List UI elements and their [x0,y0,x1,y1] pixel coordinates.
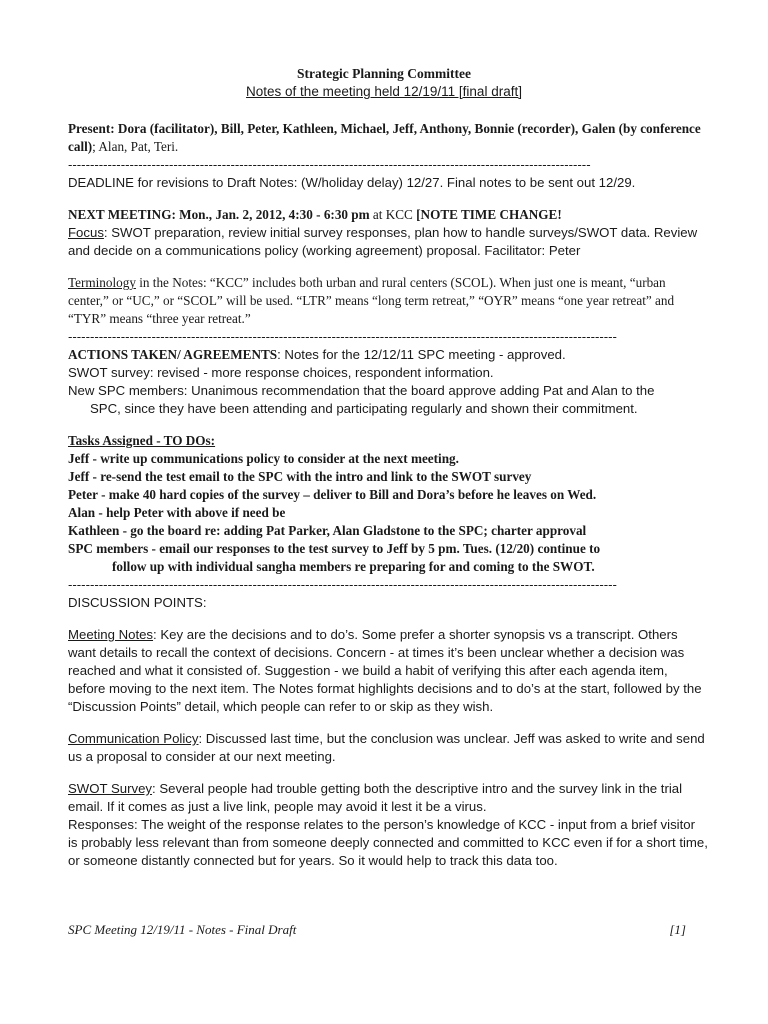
divider: ----------------------------------------------------------------------------------------------------------------------- [68,157,591,172]
document-subtitle: Notes of the meeting held 12/19/11 [final draft] [246,84,522,99]
swot-survey-label: SWOT Survey [68,781,153,796]
communication-policy-label: Communication Policy [68,731,199,746]
task-item: Alan - help Peter with above if need be [68,505,286,520]
divider: ----------------------------------------------------------------------------------------------------------------------------- [68,577,617,592]
communication-policy-text: : Discussed last time, but the conclusion was unclear. Jeff was asked to write and send us a proposal to consider at our next meeting. [68,731,705,764]
focus-text: : SWOT preparation, review initial survey responses, plan how to handle surveys/SWOT data. Review and decide on a communications policy (working agreement) proposal. Facilitator: Peter [68,225,698,258]
present-rest: ; Alan, Pat, Teri. [92,139,179,154]
task-item: Peter - make 40 hard copies of the survey – deliver to Bill and Dora’s before he leaves on Wed. [68,487,597,502]
deadline-line: DEADLINE for revisions to Draft Notes: (W/holiday delay) 12/27. Final notes to be sent out 12/29. [68,175,636,190]
present-line [68,120,708,156]
terminology-paragraph [68,274,708,328]
meeting-notes-text: : Key are the decisions and to do’s. Some prefer a shorter synopsis vs a transcript. Others want details to recall the context of decisions. Concern - at times it’s been unclear whether a decision was reached and what it consisted of. Suggestion - we build a habit of verifying this after each agenda item, before moving to the next item. The Notes format highlights decisions and to do’s at the start, followed by the “Discussion Points” detail, which people can refer to or skip as they wish. [68,627,702,714]
meeting-notes-label: Meeting Notes [68,627,154,642]
discussion-heading: DISCUSSION POINTS: [68,595,207,610]
document-body [68,120,708,870]
focus-paragraph [68,224,708,260]
task-item: Jeff - write up communications policy to consider at the next meeting. [68,451,459,466]
responses-paragraph: Responses: The weight of the response relates to the person’s knowledge of KCC - input from a brief visitor is probably less relevant than from someone deeply connected and committed to KCC even if for a short time, or someone distantly connected but for years. So it would help to track this data too. [68,817,708,868]
present-bold: Present: Dora (facilitator), Bill, Peter, Kathleen, Michael, Jeff, Anthony, Bonnie (recorder), Galen (by conference call) [68,121,701,154]
actions-label: ACTIONS TAKEN/ AGREEMENTS [68,347,278,362]
actions-text: : Notes for the 12/12/11 SPC meeting - approved. [277,347,566,362]
next-meeting-line [68,206,708,224]
task-item: SPC members - email our responses to the test survey to Jeff by 5 pm. Tues. (12/20) continue to [68,541,601,556]
document-title: Strategic Planning Committee [297,66,471,81]
next-meeting-bold: NEXT MEETING: Mon., Jan. 2, 2012, 4:30 - 6:30 pm [68,207,370,222]
communication-policy-paragraph [68,730,708,766]
swot-action-line: SWOT survey: revised - more response choices, respondent information. [68,365,494,380]
swot-survey-paragraph [68,780,708,816]
terminology-label: Terminology [68,275,136,290]
swot-survey-text: : Several people had trouble getting both the descriptive intro and the survey link in the trial email. If it comes as just a live link, people may avoid it lest it be a virus. [68,781,683,814]
page-footer [68,922,686,938]
page-number: [1] [669,922,686,937]
task-continuation: follow up with individual sangha members re preparing for and coming to the SWOT. [112,559,595,574]
time-change-note: [NOTE TIME CHANGE! [416,207,562,222]
focus-label: Focus [68,225,104,240]
task-item: Jeff - re-send the test email to the SPC with the intro and link to the SWOT survey [68,469,532,484]
next-meeting-place: at KCC [369,207,417,222]
tasks-heading: Tasks Assigned - TO DOs: [68,433,216,448]
task-item: Kathleen - go the board re: adding Pat Parker, Alan Gladstone to the SPC; charter approval [68,523,587,538]
new-members-continuation: SPC, since they have been attending and participating regularly and shown their commitment. [90,401,638,416]
footer-label: SPC Meeting 12/19/11 - Notes - Final Draft [68,922,297,937]
new-members-line: New SPC members: Unanimous recommendation that the board approve adding Pat and Alan to the [68,383,655,398]
actions-line [68,346,708,364]
divider: ----------------------------------------------------------------------------------------------------------------------------- [68,329,617,344]
terminology-text: in the Notes: “KCC” includes both urban and rural centers (SCOL). When just one is meant, “urban center,” or “UC,” or “SCOL” will be used. “LTR” means “long term retreat,” “OYR” means “one year retreat” and “TYR” means “three year retreat.” [68,275,675,326]
meeting-notes-paragraph [68,626,708,716]
